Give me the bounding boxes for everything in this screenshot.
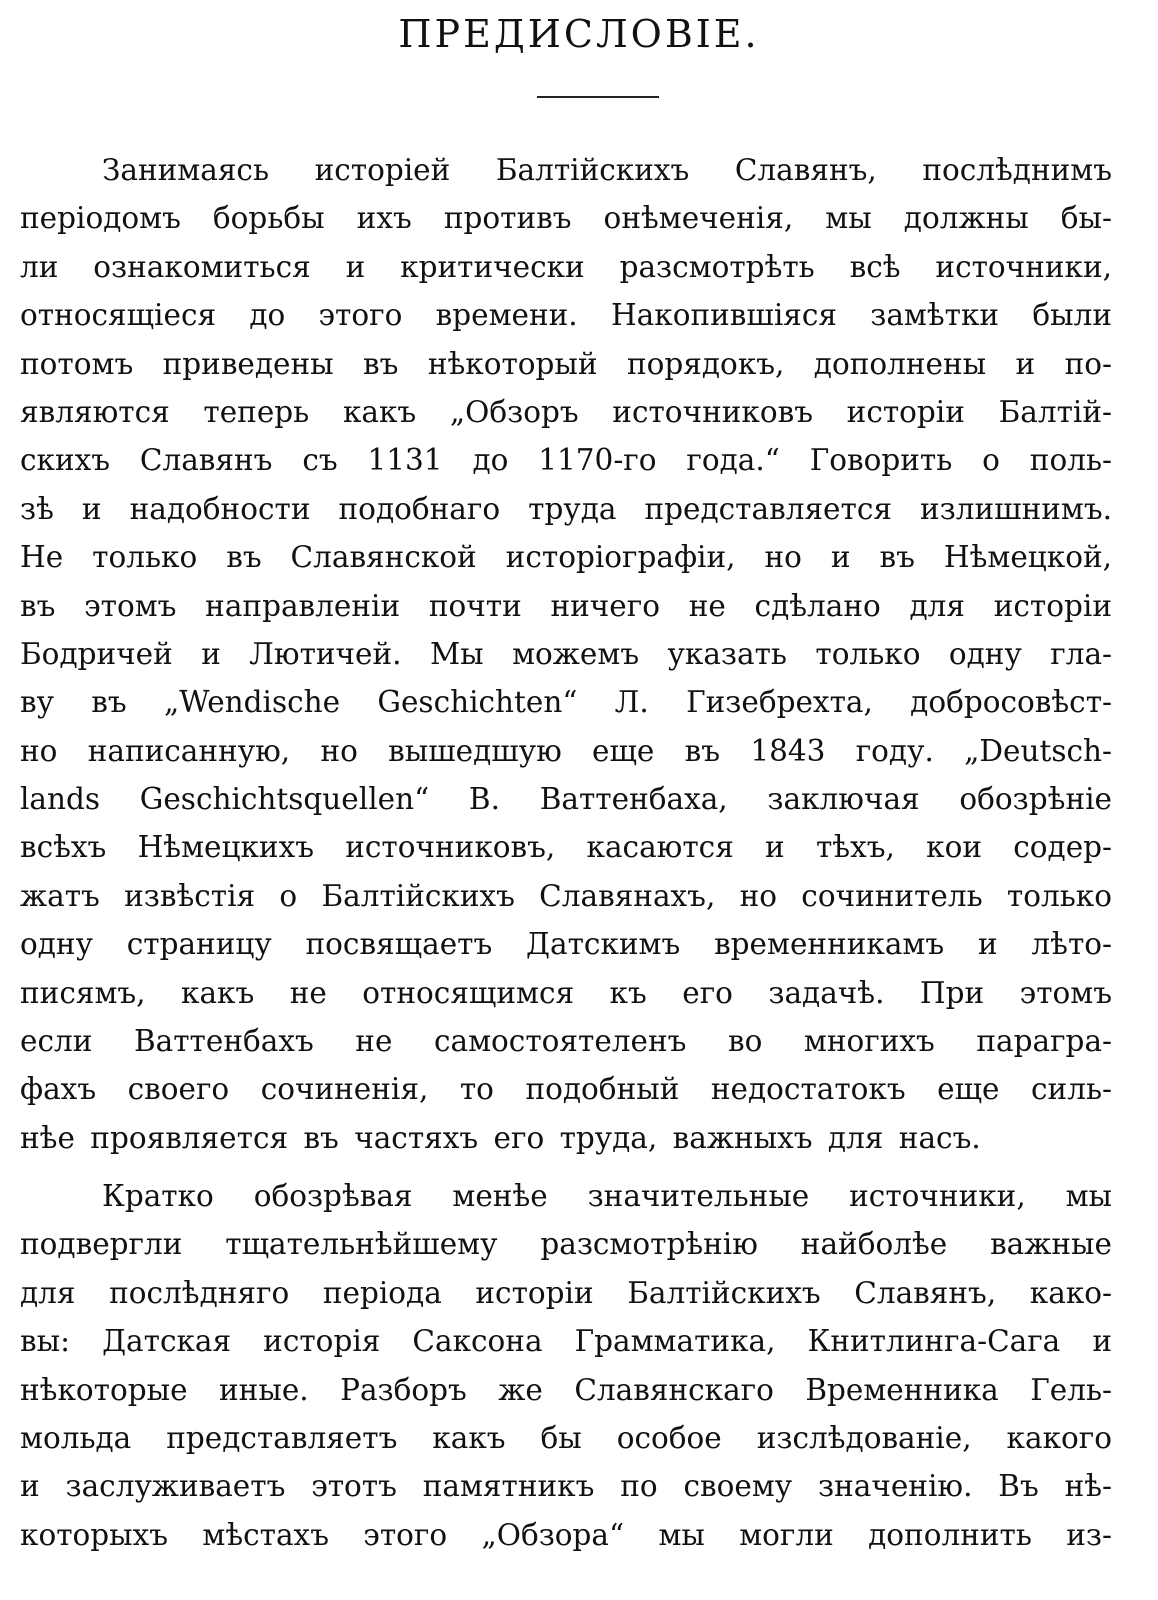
text-line: Занимаясь исторіей Балтійскихъ Славянъ, послѣднимъ (102, 153, 1112, 187)
text-line: жатъ извѣстія о Балтійскихъ Славянахъ, но сочинитель только (20, 878, 1112, 913)
text-line: если Ваттенбахъ не самостоятеленъ во многихъ парагра- (20, 1024, 1112, 1059)
text-line: Кратко обозрѣвая менѣе значительные источники, мы (102, 1179, 1112, 1213)
text-line: и заслуживаетъ этотъ памятникъ по своему значенію. Въ нѣ- (20, 1469, 1112, 1504)
text-line: зѣ и надобности подобнаго труда представляется излишнимъ. (20, 491, 1112, 526)
text-line: которыхъ мѣстахъ этого „Обзора“ мы могли дополнить из- (20, 1517, 1112, 1552)
text-line: писямъ, какъ не относящимся къ его задачѣ. При этомъ (20, 975, 1112, 1010)
paragraph-1 (20, 146, 1112, 1162)
text-line: скихъ Славянъ съ 1131 до 1170-го года.“ Говорить о поль- (20, 443, 1112, 478)
text-line: нѣе проявляется въ частяхъ его труда, важныхъ для насъ. (20, 1120, 981, 1155)
text-line: одну страницу посвящаетъ Датскимъ временникамъ и лѣто- (20, 927, 1112, 962)
text-line: всѣхъ Нѣмецкихъ источниковъ, касаются и тѣхъ, кои содер- (20, 830, 1112, 865)
text-line: вы: Датская исторія Саксона Грамматика, Книтлинга-Сага и (20, 1324, 1112, 1359)
text-line: относящіеся до этого времени. Накопившіяся замѣтки были (20, 298, 1112, 333)
text-line: Не только въ Славянской исторіографіи, но и въ Нѣмецкой, (20, 540, 1112, 575)
text-line: ву въ „Wendische Geschichten“ Л. Гизебрехта, добросовѣст- (20, 685, 1112, 720)
page-heading: ПРЕДИСЛОВІЕ. (398, 12, 760, 56)
text-line: потомъ приведены въ нѣкоторый порядокъ, дополнены и по- (20, 346, 1112, 381)
text-line: нѣкоторые иные. Разборъ же Славянскаго Временника Гель- (20, 1372, 1112, 1407)
text-line: періодомъ борьбы ихъ противъ онѣмеченія, мы должны бы- (20, 201, 1112, 236)
paragraph-2 (20, 1172, 1112, 1559)
text-line: въ этомъ направленіи почти ничего не сдѣлано для исторіи (20, 588, 1112, 623)
text-line: являются теперь какъ „Обзоръ источниковъ исторіи Балтій- (20, 394, 1112, 429)
heading-divider (537, 96, 659, 98)
text-line: для послѣдняго періода исторіи Балтійскихъ Славянъ, како- (20, 1275, 1112, 1310)
text-line: Бодричей и Лютичей. Мы можемъ указать только одну гла- (20, 636, 1112, 671)
text-line: подвергли тщательнѣйшему разсмотрѣнію найболѣе важные (20, 1227, 1112, 1262)
text-line: мольда представляетъ какъ бы особое изслѣдованіе, какого (20, 1420, 1112, 1455)
text-line: ли ознакомиться и критически разсмотрѣть всѣ источники, (20, 249, 1112, 284)
text-line: lands Geschichtsquellen“ В. Ваттенбаха, заключая обозрѣніе (20, 782, 1112, 817)
text-line: но написанную, но вышедшую еще въ 1843 году. „Deutsch- (20, 733, 1112, 768)
text-line: фахъ своего сочиненія, то подобный недостатокъ еще силь- (20, 1072, 1112, 1107)
